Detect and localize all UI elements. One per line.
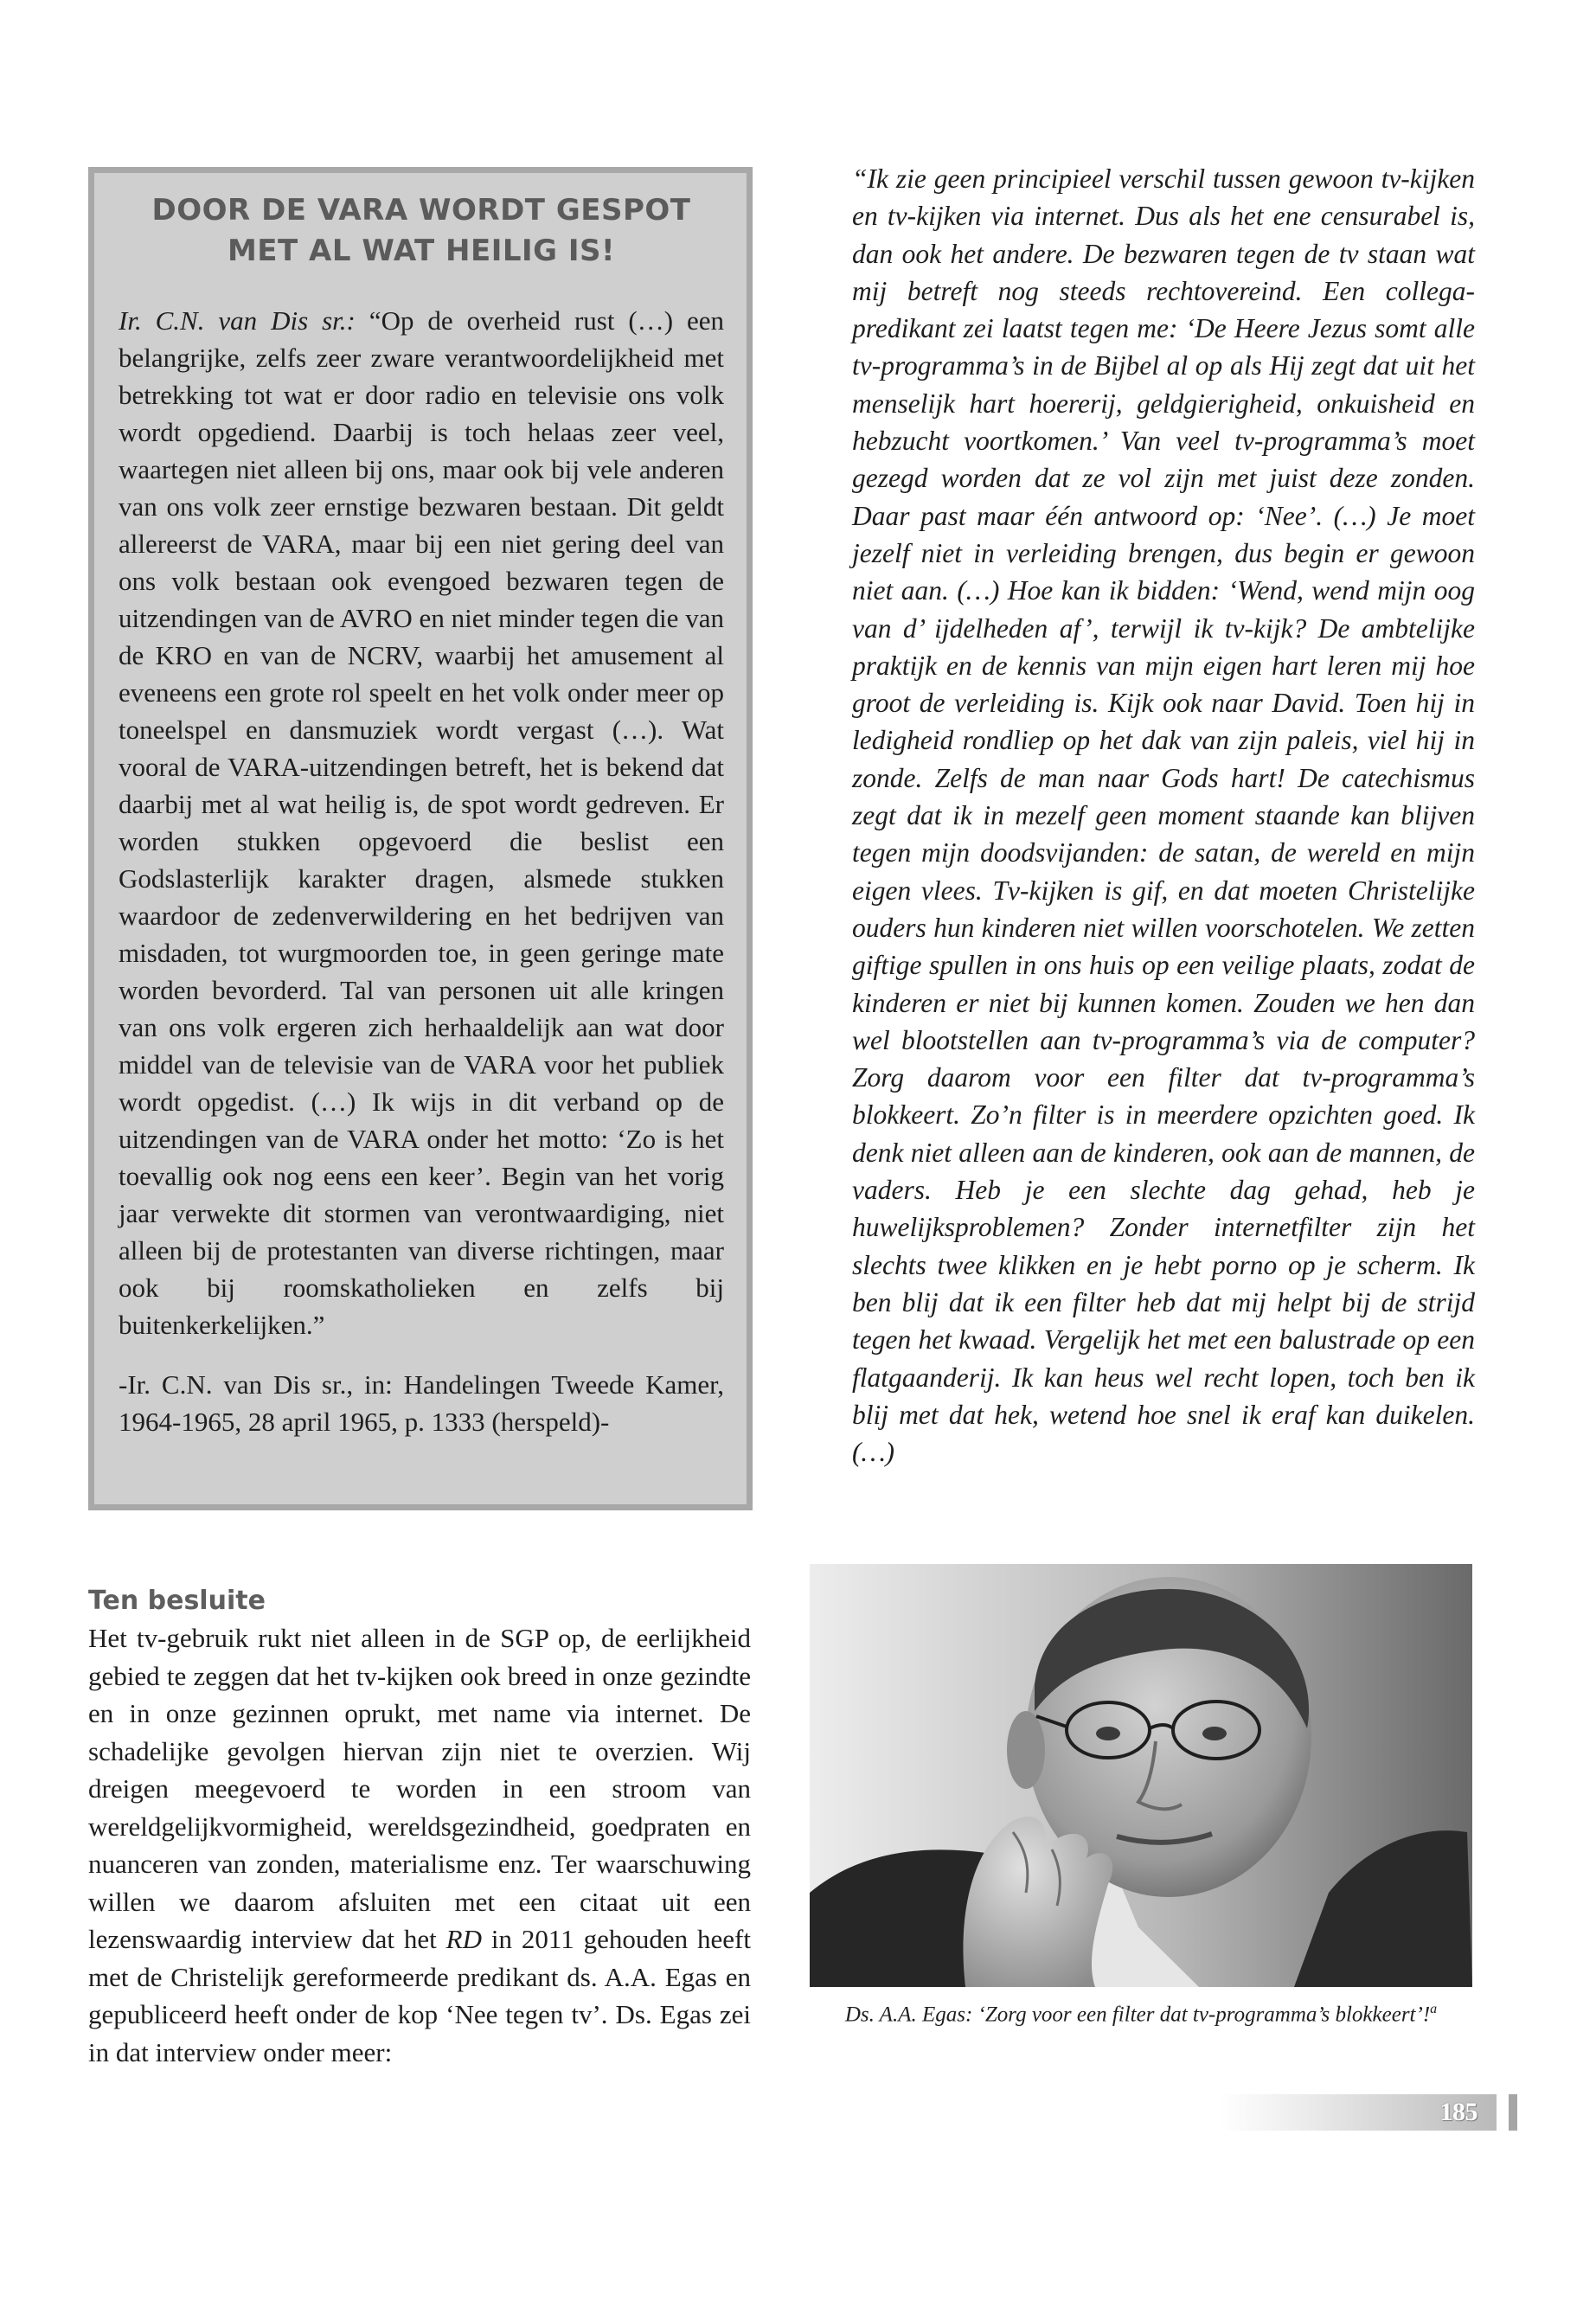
sidebar-box-title bbox=[119, 190, 724, 272]
conclusion-text-part1: Het tv-gebruik rukt niet alleen in de SGP op, de eerlijkheid gebied te zeggen dat het tv-kijken ook breed in onze gezindte en in onze gezinnen oprukt, met name via internet. De schadelijke gevolgen hiervan zijn niet te overzien. Wij dreigen meegevoerd te worden in een stroom van wereldgelijkvormigheid, wereldsgezindheid, goedpraten en nuanceren van zonden, materialisme enz. Ter waarschuwing willen we daarom afsluiten met een citaat uit een lezenswaardig interview dat het bbox=[88, 1623, 751, 1954]
conclusion-text-italic: RD bbox=[445, 1924, 482, 1954]
page-number-bar bbox=[1509, 2094, 1517, 2131]
sidebar-box-title-line2: MET AL WAT HEILIG IS! bbox=[227, 234, 616, 268]
portrait-photo bbox=[810, 1564, 1472, 1987]
photo-caption-text: Ds. A.A. Egas: ‘Zorg voor een filter dat tv-programma’s blokkeert’! bbox=[844, 2003, 1431, 2027]
section-heading: Ten besluite bbox=[88, 1586, 266, 1616]
portrait-illustration bbox=[810, 1564, 1472, 1987]
sidebar-box-content bbox=[119, 190, 724, 1440]
conclusion-text-part2: in 2011 gehouden heeft met de Christelijk gereformeerde predikant ds. A.A. Egas en gepubliceerd heeft onder de kop ‘Nee tegen tv’. Ds. Egas zei in dat interview onder meer: bbox=[88, 1924, 751, 2067]
footnote-marker: a bbox=[1430, 2002, 1438, 2016]
conclusion-paragraph bbox=[88, 1619, 751, 2071]
interview-quote: “Ik zie geen principieel verschil tussen gewoon tv-kijken en tv-kijken via internet. Dus als het ene censurabel is, dan ook het andere. De bezwaren tegen de tv staan wat mij betreft nog steeds rechtovereind. Een collega-predikant zei laatst tegen me: ‘De Heere Jezus somt alle tv-programma’s in de Bijbel al op als Hij zegt dat uit het menselijk hart hoererij, geldgierigheid, onkuisheid en hebzucht voortkomen.’ Van veel tv-programma’s moet gezegd worden dat ze vol zijn met juist deze zonden. Daar past maar één antwoord op: ‘Nee’. (…) Je moet jezelf niet in verleiding brengen, dus begin er gewoon niet aan. (…) Hoe kan ik bidden: ‘Wend, wend mijn oog van d’ ijdelheden af’, terwijl ik tv-kijk? De ambtelijke praktijk en de kennis van mijn eigen hart leren mij hoe groot de verleiding is. Kijk ook naar David. Toen hij in ledigheid rondliep op het dak van zijn paleis, viel hij in zonde. Zelfs de man naar Gods hart! De catechismus zegt dat ik in mezelf geen moment staande kan blijven tegen mijn doodsvijanden: de satan, de wereld en mijn eigen vlees. Tv-kijken is gif, en dat moeten Christelijke ouders hun kinderen niet willen voorschotelen. We zetten giftige spullen in ons huis op een veilige plaats, zodat de kinderen er niet bij kunnen komen. Zouden we hen dan wel blootstellen aan tv-programma’s via de computer? Zorg daarom voor een filter dat tv-programma’s blokkeert. Zo’n filter is in meerdere opzichten goed. Ik denk niet alleen aan de kinderen, ook aan de mannen, de vaders. Heb je een slechte dag gehad, heb je huwelijksproblemen? Zonder internetfilter zijn het slechts twee klikken en je hebt porno op je scherm. Ik ben blij dat ik een filter heb dat mij helpt bij de strijd tegen het kwaad. Vergelijk het met een balustrade op een flatgaanderij. Ik kan heus wel recht lopen, toch ben ik blij met dat hek, wetend hoe snel ik eraf kan duikelen. (…) bbox=[852, 163, 1475, 1468]
page-number: 185 bbox=[1439, 2098, 1477, 2126]
sidebar-box-title-line1: DOOR DE VARA WORDT GESPOT bbox=[151, 193, 691, 228]
sidebar-quote-box bbox=[88, 167, 753, 1510]
sidebar-box-speaker: Ir. C.N. van Dis sr.: bbox=[119, 305, 356, 336]
photo-caption bbox=[810, 1995, 1472, 2029]
sidebar-box-source: -Ir. C.N. van Dis sr., in: Handelingen Tweede Kamer, 1964-1965, 28 april 1965, p. 1333 (herspeld)- bbox=[119, 1369, 724, 1437]
sidebar-box-body bbox=[119, 302, 724, 1343]
sidebar-box-quote-text: “Op de overheid rust (…) een belangrijke, zelfs zeer zware verantwoordelijkheid met betrekking tot wat er door radio en televisie ons volk wordt opgediend. Daarbij is toch helaas zeer veel, waartegen niet alleen bij ons, maar ook bij vele anderen van ons volk zeer ernstige bezwaren bestaan. Dit geldt allereerst de VARA, maar bij een niet gering deel van ons volk bestaan ook evengoed bezwaren tegen de uitzendingen van de AVRO en niet minder tegen die van de KRO en van de NCRV, waarbij het amusement al eveneens een grote rol speelt en het volk onder meer op toneelspel en dansmuziek wordt vergast (…). Wat vooral de VARA-uitzendingen betreft, het is bekend dat daarbij met al wat heilig is, de spot wordt gedreven. Er worden stukken opgevoerd die beslist een Godslasterlijk karakter dragen, alsmede stukken waardoor de zedenverwildering en het bedrijven van misdaden, tot wurgmoorden toe, in geen geringe mate worden bevorderd. Tal van personen uit alle kringen van ons volk ergeren zich herhaaldelijk aan wat door middel van de televisie van de VARA voor het publiek wordt opgedist. (…) Ik wijs in dit verband op de uitzendingen van de VARA onder het motto: ‘Zo is het toevallig ook nog eens een keer’. Begin van het vorig jaar verwekte dit stormen van verontwaardiging, niet alleen bij de protestanten van diverse richtingen, maar ook bij roomskatholieken en zelfs bij buitenkerkelijken.” bbox=[119, 305, 724, 1340]
